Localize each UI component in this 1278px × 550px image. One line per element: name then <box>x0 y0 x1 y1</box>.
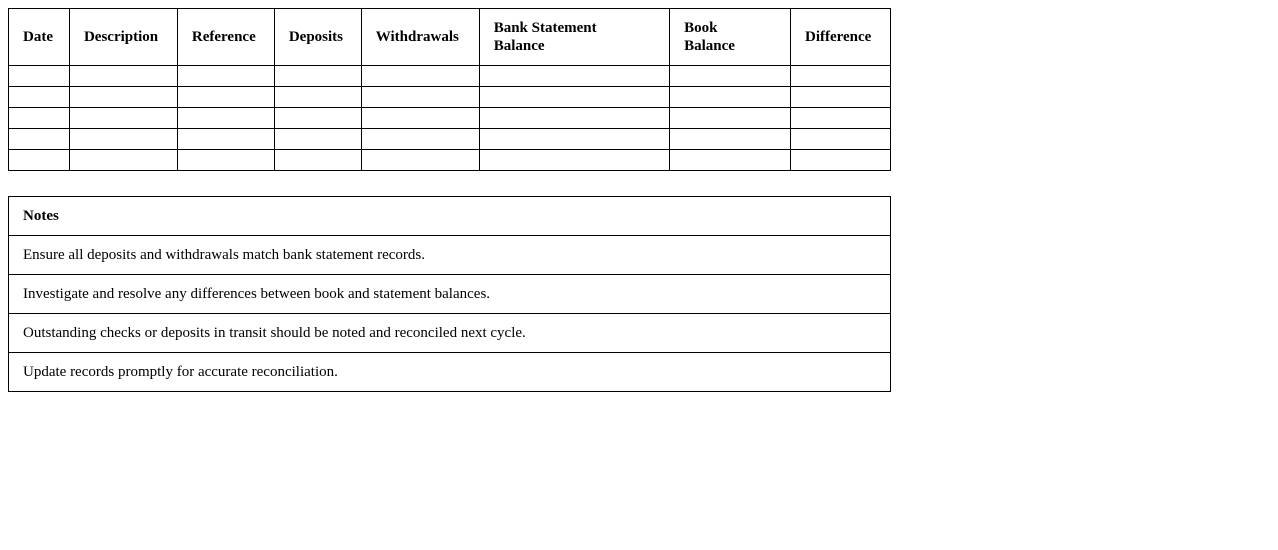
note-item: Outstanding checks or deposits in transit should be noted and reconciled next cycle. <box>9 314 891 353</box>
notes-row <box>9 353 891 392</box>
table-cell[interactable] <box>479 66 669 87</box>
table-cell[interactable] <box>274 108 361 129</box>
table-cell[interactable] <box>69 129 177 150</box>
table-cell[interactable] <box>9 87 70 108</box>
table-row <box>9 150 891 171</box>
table-cell[interactable] <box>479 108 669 129</box>
table-cell[interactable] <box>69 108 177 129</box>
table-cell[interactable] <box>177 150 274 171</box>
table-cell[interactable] <box>69 87 177 108</box>
table-cell[interactable] <box>670 66 791 87</box>
table-cell[interactable] <box>790 66 890 87</box>
table-row <box>9 66 891 87</box>
table-cell[interactable] <box>790 129 890 150</box>
notes-title: Notes <box>9 197 891 236</box>
table-cell[interactable] <box>670 129 791 150</box>
table-cell[interactable] <box>479 150 669 171</box>
table-row <box>9 108 891 129</box>
table-cell[interactable] <box>274 129 361 150</box>
table-cell[interactable] <box>790 87 890 108</box>
table-cell[interactable] <box>790 108 890 129</box>
table-cell[interactable] <box>274 87 361 108</box>
table-cell[interactable] <box>69 66 177 87</box>
table-cell[interactable] <box>274 66 361 87</box>
table-cell[interactable] <box>361 87 479 108</box>
table-cell[interactable] <box>9 66 70 87</box>
note-item: Ensure all deposits and withdrawals match bank statement records. <box>9 236 891 275</box>
table-cell[interactable] <box>670 87 791 108</box>
table-header-row <box>9 9 891 66</box>
table-cell[interactable] <box>274 150 361 171</box>
table-cell[interactable] <box>361 108 479 129</box>
header-deposits: Deposits <box>274 9 361 66</box>
table-cell[interactable] <box>670 150 791 171</box>
header-withdrawals: Withdrawals <box>361 9 479 66</box>
note-item: Investigate and resolve any differences between book and statement balances. <box>9 275 891 314</box>
header-date: Date <box>9 9 70 66</box>
table-cell[interactable] <box>479 87 669 108</box>
header-description: Description <box>69 9 177 66</box>
table-cell[interactable] <box>177 66 274 87</box>
table-cell[interactable] <box>177 108 274 129</box>
header-reference: Reference <box>177 9 274 66</box>
table-cell[interactable] <box>69 150 177 171</box>
notes-row <box>9 314 891 353</box>
note-item: Update records promptly for accurate reconciliation. <box>9 353 891 392</box>
table-cell[interactable] <box>177 87 274 108</box>
reconciliation-table <box>8 8 891 171</box>
header-difference: Difference <box>790 9 890 66</box>
table-cell[interactable] <box>9 129 70 150</box>
header-book-balance: Book Balance <box>670 9 791 66</box>
notes-table <box>8 196 891 392</box>
notes-row <box>9 236 891 275</box>
table-row <box>9 129 891 150</box>
table-cell[interactable] <box>790 150 890 171</box>
notes-header-row <box>9 197 891 236</box>
table-cell[interactable] <box>361 129 479 150</box>
table-cell[interactable] <box>9 150 70 171</box>
table-row <box>9 87 891 108</box>
table-cell[interactable] <box>361 150 479 171</box>
table-cell[interactable] <box>361 66 479 87</box>
table-body <box>9 66 891 171</box>
table-cell[interactable] <box>177 129 274 150</box>
table-cell[interactable] <box>9 108 70 129</box>
table-cell[interactable] <box>670 108 791 129</box>
notes-row <box>9 275 891 314</box>
header-bank-statement-balance: Bank Statement Balance <box>479 9 669 66</box>
table-cell[interactable] <box>479 129 669 150</box>
